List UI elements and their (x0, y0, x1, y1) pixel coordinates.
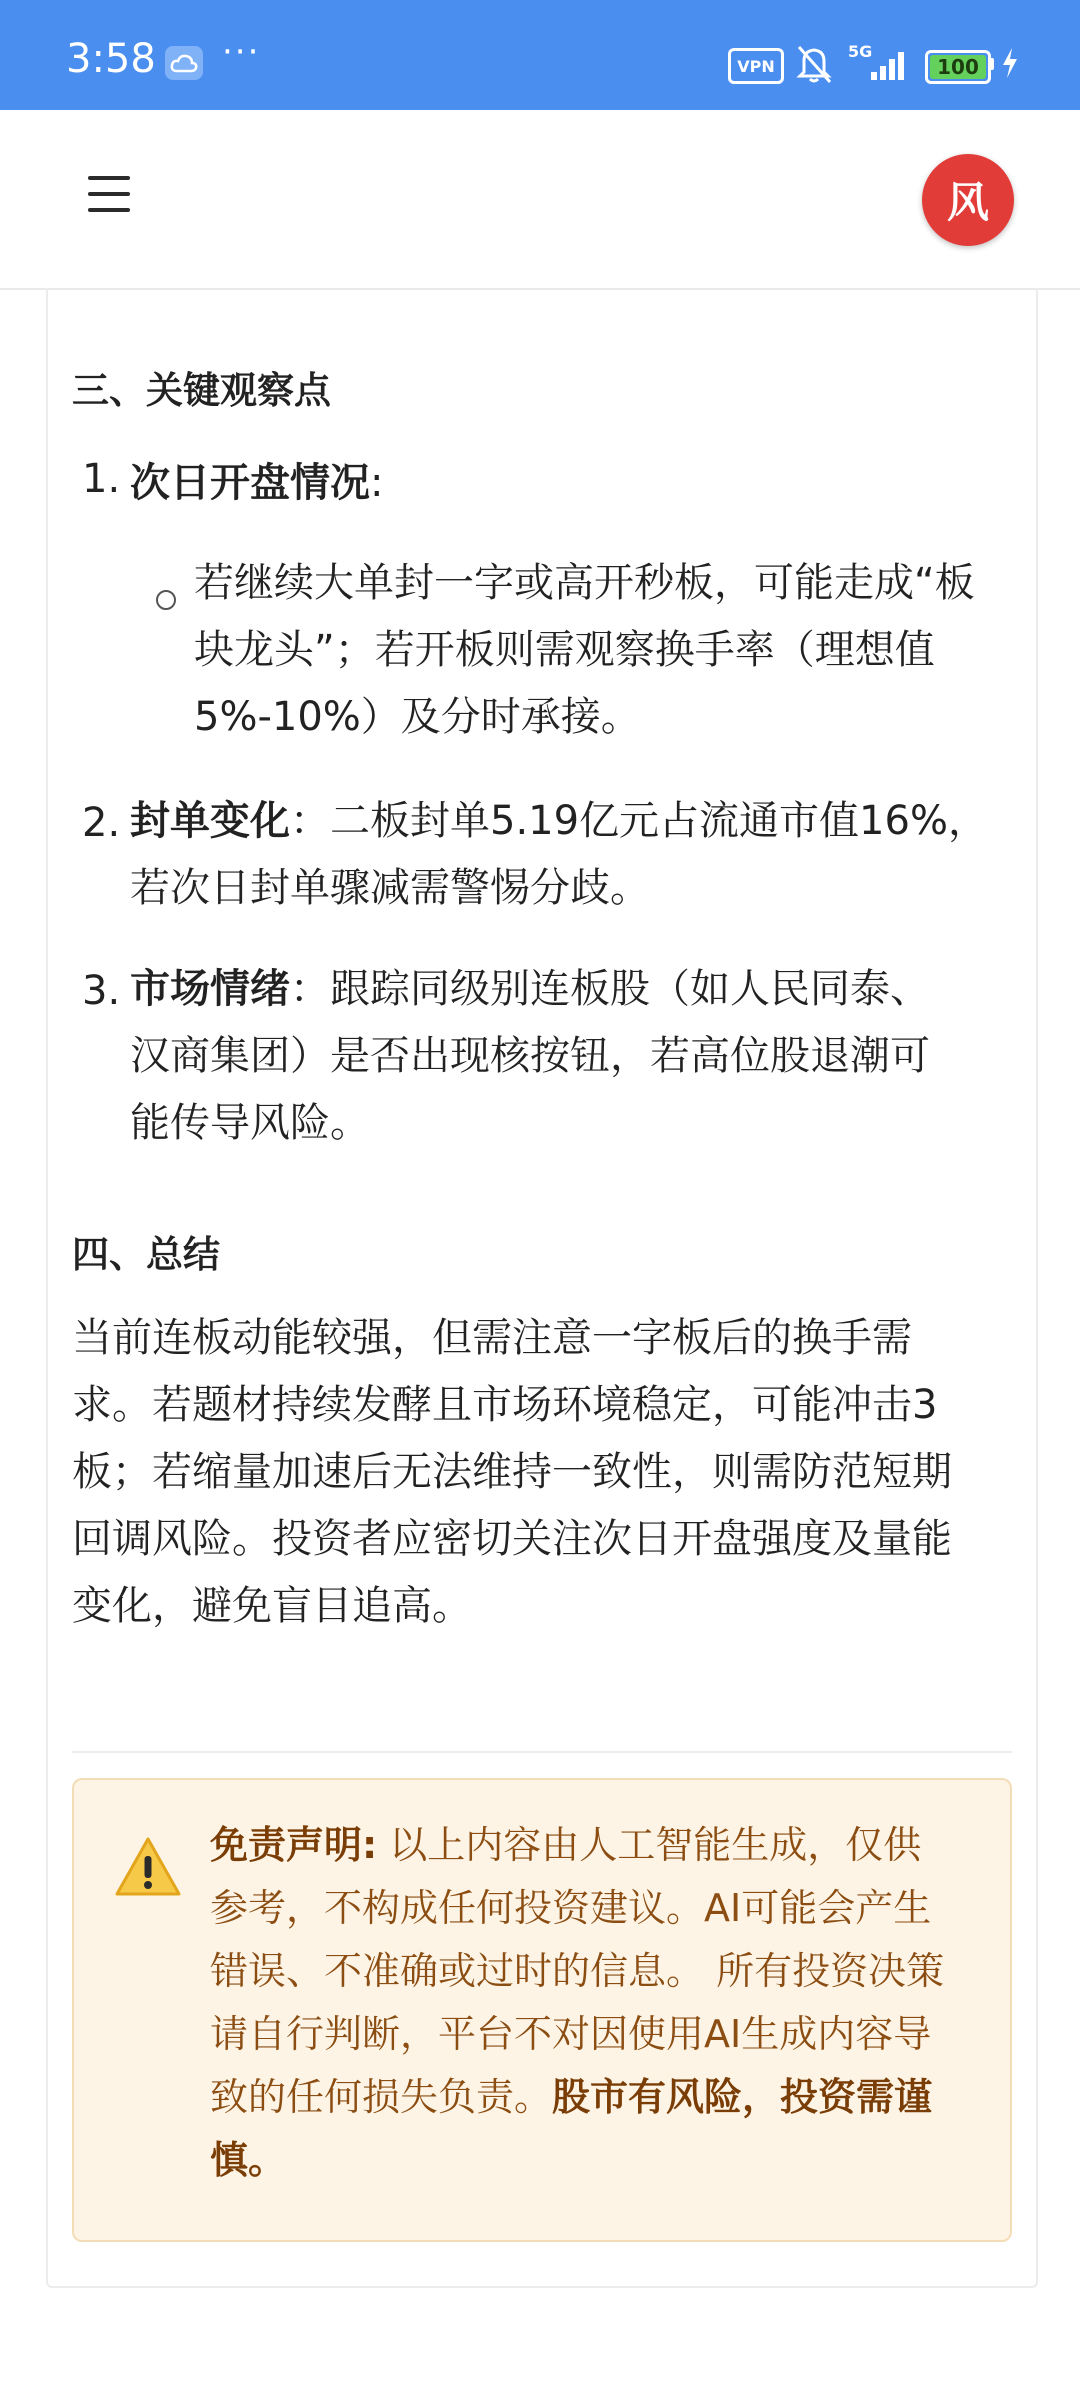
more-icon: ··· (222, 32, 261, 72)
section-heading-summary: 四、总结 (72, 1233, 220, 1276)
text-line: 板；若缩量加速后无法维持一致性，则需防范短期 (72, 1449, 952, 1495)
warning-icon (114, 1836, 182, 1902)
text-line: 当前连板动能较强，但需注意一字板后的换手需 (72, 1315, 912, 1361)
text-line: 错误、不准确或过时的信息。 所有投资决策 (210, 1949, 945, 1993)
battery-level: 100 (930, 55, 986, 79)
sub-list-item (194, 550, 1014, 751)
risk-warning: 慎。 (210, 2138, 287, 2182)
list-number: 3. (82, 968, 121, 1014)
text-line: 请自行判断，平台不对因使用AI生成内容导 (210, 2012, 932, 2056)
text-line: 以上内容由人工智能生成，仅供 (377, 1823, 922, 1867)
avatar-button[interactable]: 风 (922, 154, 1014, 246)
answer-card (46, 288, 1038, 2288)
text-line: 求。若题材持续发酵且市场环境稳定，可能冲击3 (72, 1382, 938, 1428)
battery-icon (925, 50, 991, 84)
item-colon: : (370, 460, 384, 506)
network-type: 5G (848, 42, 873, 61)
list-number: 1. (82, 456, 121, 502)
battery-tip (989, 58, 994, 70)
item-label: 封单变化 (130, 798, 290, 844)
list-item-heading (130, 450, 1010, 517)
item-label: 次日开盘情况 (130, 460, 370, 506)
list-number: 2. (82, 800, 121, 846)
item-label: 市场情绪 (130, 966, 290, 1012)
list-item-text (130, 956, 1010, 1157)
status-time: 3:58 (66, 36, 156, 82)
text-line: 致的任何损失负责。 (210, 2075, 553, 2119)
cloud-icon (165, 46, 203, 80)
risk-warning: 股市有风险，投资需谨 (552, 2075, 933, 2119)
text-line: 5%-10%）及分时承接。 (194, 694, 641, 740)
hamburger-menu-icon[interactable] (88, 176, 130, 214)
text-line: 块龙头”；若开板则需观察换手率（理想值 (194, 627, 935, 673)
disclaimer-text (210, 1814, 970, 2192)
text-line: 汉商集团）是否出现核按钮，若高位股退潮可 (130, 1033, 930, 1079)
charging-icon (1000, 46, 1020, 84)
vpn-badge: VPN (728, 48, 784, 84)
section-heading-key-points: 三、关键观察点 (72, 369, 331, 412)
text-line: ：跟踪同级别连板股（如人民同泰、 (290, 966, 930, 1012)
text-line: 参考，不构成任何投资建议。AI可能会产生 (210, 1886, 932, 1930)
signal-icon (845, 46, 915, 86)
status-bar (0, 0, 1080, 110)
list-item-text (130, 788, 1010, 922)
text-line: 能传导风险。 (130, 1100, 370, 1146)
circle-bullet-icon (156, 590, 176, 610)
top-app-bar (0, 110, 1080, 290)
summary-paragraph (72, 1305, 1010, 1640)
disclaimer-box (72, 1778, 1012, 2242)
text-line: ：二板封单5.19亿元占流通市值16%， (290, 798, 988, 844)
text-line: 若继续大单封一字或高开秒板，可能走成“板 (194, 560, 975, 606)
disclaimer-lead: 免责声明: (210, 1823, 378, 1867)
divider (72, 1751, 1012, 1753)
bell-off-icon (795, 44, 833, 88)
text-line: 变化，避免盲目追高。 (72, 1583, 472, 1629)
text-line: 回调风险。投资者应密切关注次日开盘强度及量能 (72, 1516, 952, 1562)
text-line: 若次日封单骤减需警惕分歧。 (130, 865, 650, 911)
